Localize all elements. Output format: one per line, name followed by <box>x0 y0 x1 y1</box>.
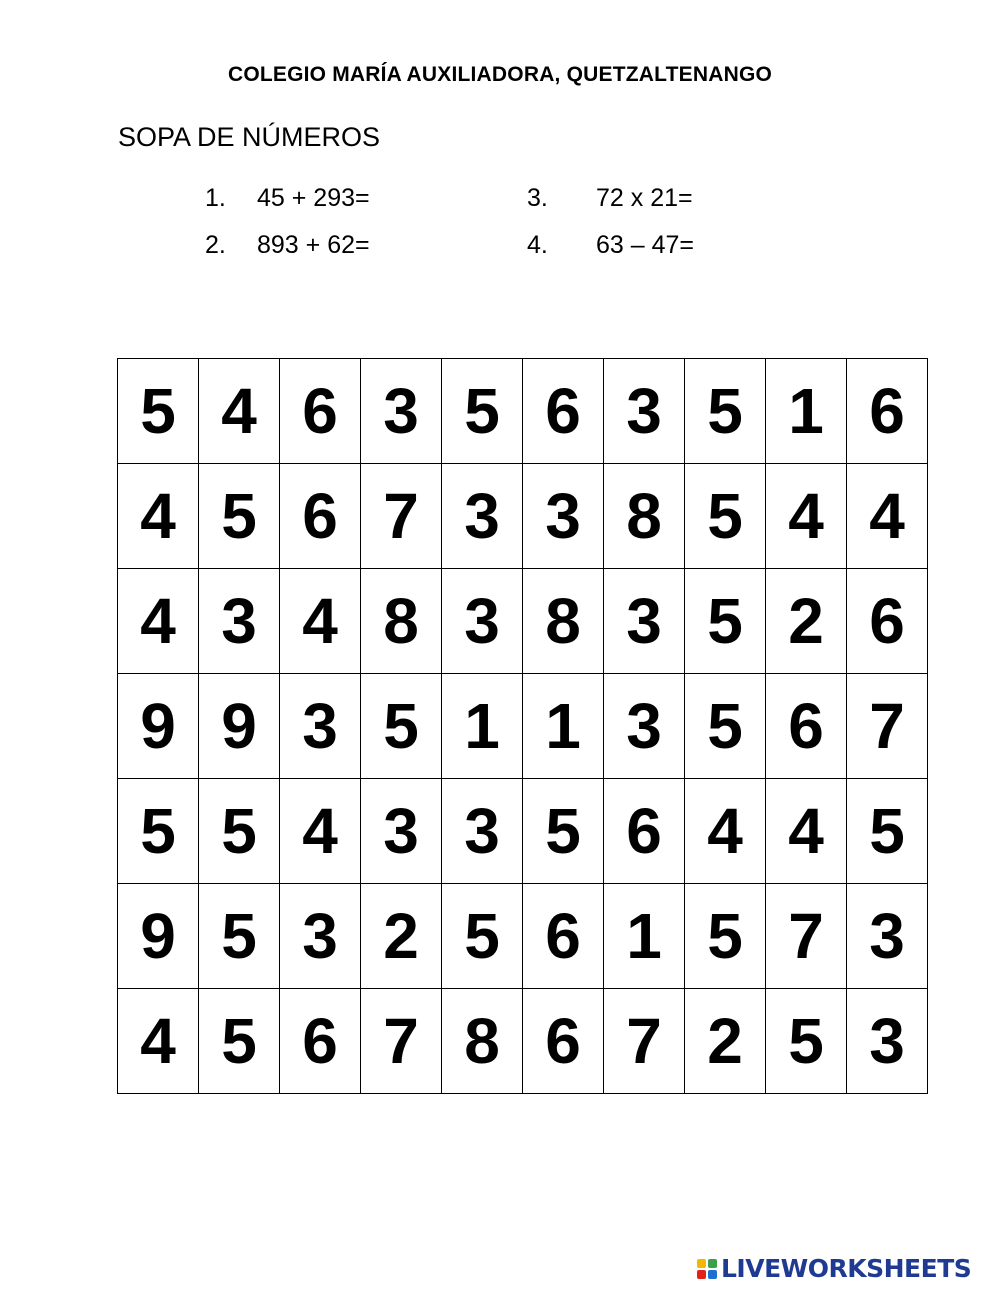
grid-cell[interactable]: 4 <box>766 779 847 884</box>
logo-tile <box>697 1270 706 1279</box>
school-name: COLEGIO MARÍA AUXILIADORA, QUETZALTENANGO <box>227 63 773 86</box>
liveworksheets-logo-icon <box>697 1259 717 1279</box>
grid-cell[interactable]: 6 <box>280 464 361 569</box>
exercise-number: 2. <box>205 231 226 259</box>
exercise-expression: 72 x 21= <box>596 184 693 212</box>
grid-cell[interactable]: 5 <box>847 779 928 884</box>
grid-row <box>118 989 928 1094</box>
grid-cell[interactable]: 5 <box>766 989 847 1094</box>
logo-tile <box>708 1270 717 1279</box>
grid-cell[interactable]: 4 <box>847 464 928 569</box>
number-search-grid <box>117 358 928 1094</box>
grid-cell[interactable]: 4 <box>766 464 847 569</box>
grid-cell[interactable]: 5 <box>118 779 199 884</box>
liveworksheets-logo <box>697 1254 971 1283</box>
grid-cell[interactable]: 9 <box>118 674 199 779</box>
grid-cell[interactable]: 8 <box>604 464 685 569</box>
grid-cell[interactable]: 2 <box>361 884 442 989</box>
grid-cell[interactable]: 7 <box>604 989 685 1094</box>
grid-cell[interactable]: 6 <box>280 359 361 464</box>
logo-text: LIVEWORKSHEETS <box>721 1254 972 1283</box>
grid-cell[interactable]: 8 <box>442 989 523 1094</box>
grid-cell[interactable]: 3 <box>442 569 523 674</box>
grid-cell[interactable]: 1 <box>523 674 604 779</box>
grid-cell[interactable]: 6 <box>523 989 604 1094</box>
grid-cell[interactable]: 3 <box>361 779 442 884</box>
grid-cell[interactable]: 3 <box>442 464 523 569</box>
grid-cell[interactable]: 7 <box>361 464 442 569</box>
grid-cell[interactable]: 4 <box>118 464 199 569</box>
grid-cell[interactable]: 5 <box>442 359 523 464</box>
grid-cell[interactable]: 4 <box>685 779 766 884</box>
grid-row <box>118 464 928 569</box>
exercise-number: 3. <box>527 184 548 212</box>
grid-cell[interactable]: 3 <box>604 359 685 464</box>
grid-cell[interactable]: 5 <box>199 884 280 989</box>
grid-cell[interactable]: 3 <box>604 674 685 779</box>
grid-row <box>118 674 928 779</box>
exercise-4 <box>527 231 694 260</box>
worksheet-title: SOPA DE NÚMEROS <box>118 122 381 152</box>
exercise-2 <box>205 231 370 260</box>
grid-cell[interactable]: 4 <box>280 569 361 674</box>
grid-row <box>118 359 928 464</box>
grid-cell[interactable]: 3 <box>199 569 280 674</box>
grid-cell[interactable]: 5 <box>118 359 199 464</box>
grid-cell[interactable]: 5 <box>685 464 766 569</box>
grid-cell[interactable]: 4 <box>280 779 361 884</box>
grid-cell[interactable]: 2 <box>685 989 766 1094</box>
grid-cell[interactable]: 3 <box>280 674 361 779</box>
grid-cell[interactable]: 5 <box>685 884 766 989</box>
logo-tile <box>708 1259 717 1268</box>
grid-cell[interactable]: 7 <box>847 674 928 779</box>
grid-cell[interactable]: 6 <box>523 884 604 989</box>
grid-row <box>118 884 928 989</box>
grid-cell[interactable]: 5 <box>442 884 523 989</box>
grid-cell[interactable]: 2 <box>766 569 847 674</box>
grid-cell[interactable]: 6 <box>766 674 847 779</box>
grid-cell[interactable]: 5 <box>199 989 280 1094</box>
grid-cell[interactable]: 9 <box>199 674 280 779</box>
grid-cell[interactable]: 1 <box>442 674 523 779</box>
grid-row <box>118 779 928 884</box>
grid-cell[interactable]: 6 <box>523 359 604 464</box>
grid-cell[interactable]: 3 <box>847 989 928 1094</box>
grid-cell[interactable]: 1 <box>604 884 685 989</box>
exercise-expression: 893 + 62= <box>257 231 370 259</box>
logo-tile <box>697 1259 706 1268</box>
grid-cell[interactable]: 7 <box>361 989 442 1094</box>
grid-cell[interactable]: 3 <box>442 779 523 884</box>
exercise-number: 4. <box>527 231 548 259</box>
grid-cell[interactable]: 5 <box>199 464 280 569</box>
grid-cell[interactable]: 5 <box>199 779 280 884</box>
grid-cell[interactable]: 1 <box>766 359 847 464</box>
grid-row <box>118 569 928 674</box>
exercise-1 <box>205 184 370 213</box>
grid-cell[interactable]: 5 <box>685 674 766 779</box>
grid-cell[interactable]: 3 <box>280 884 361 989</box>
grid-cell[interactable]: 3 <box>847 884 928 989</box>
grid-cell[interactable]: 4 <box>199 359 280 464</box>
grid-cell[interactable]: 6 <box>280 989 361 1094</box>
grid-cell[interactable]: 5 <box>361 674 442 779</box>
grid-cell[interactable]: 8 <box>361 569 442 674</box>
grid-cell[interactable]: 3 <box>361 359 442 464</box>
grid-cell[interactable]: 3 <box>604 569 685 674</box>
grid-cell[interactable]: 5 <box>523 779 604 884</box>
exercise-expression: 45 + 293= <box>257 184 370 212</box>
grid-cell[interactable]: 3 <box>523 464 604 569</box>
exercise-expression: 63 – 47= <box>596 231 695 259</box>
grid-cell[interactable]: 6 <box>847 359 928 464</box>
exercise-number: 1. <box>205 184 226 212</box>
grid-cell[interactable]: 7 <box>766 884 847 989</box>
grid-cell[interactable]: 4 <box>118 569 199 674</box>
grid-cell[interactable]: 9 <box>118 884 199 989</box>
grid-cell[interactable]: 6 <box>847 569 928 674</box>
exercise-3 <box>527 184 693 213</box>
grid-cell[interactable]: 5 <box>685 569 766 674</box>
grid-cell[interactable]: 4 <box>118 989 199 1094</box>
grid-cell[interactable]: 6 <box>604 779 685 884</box>
grid-cell[interactable]: 8 <box>523 569 604 674</box>
grid-cell[interactable]: 5 <box>685 359 766 464</box>
